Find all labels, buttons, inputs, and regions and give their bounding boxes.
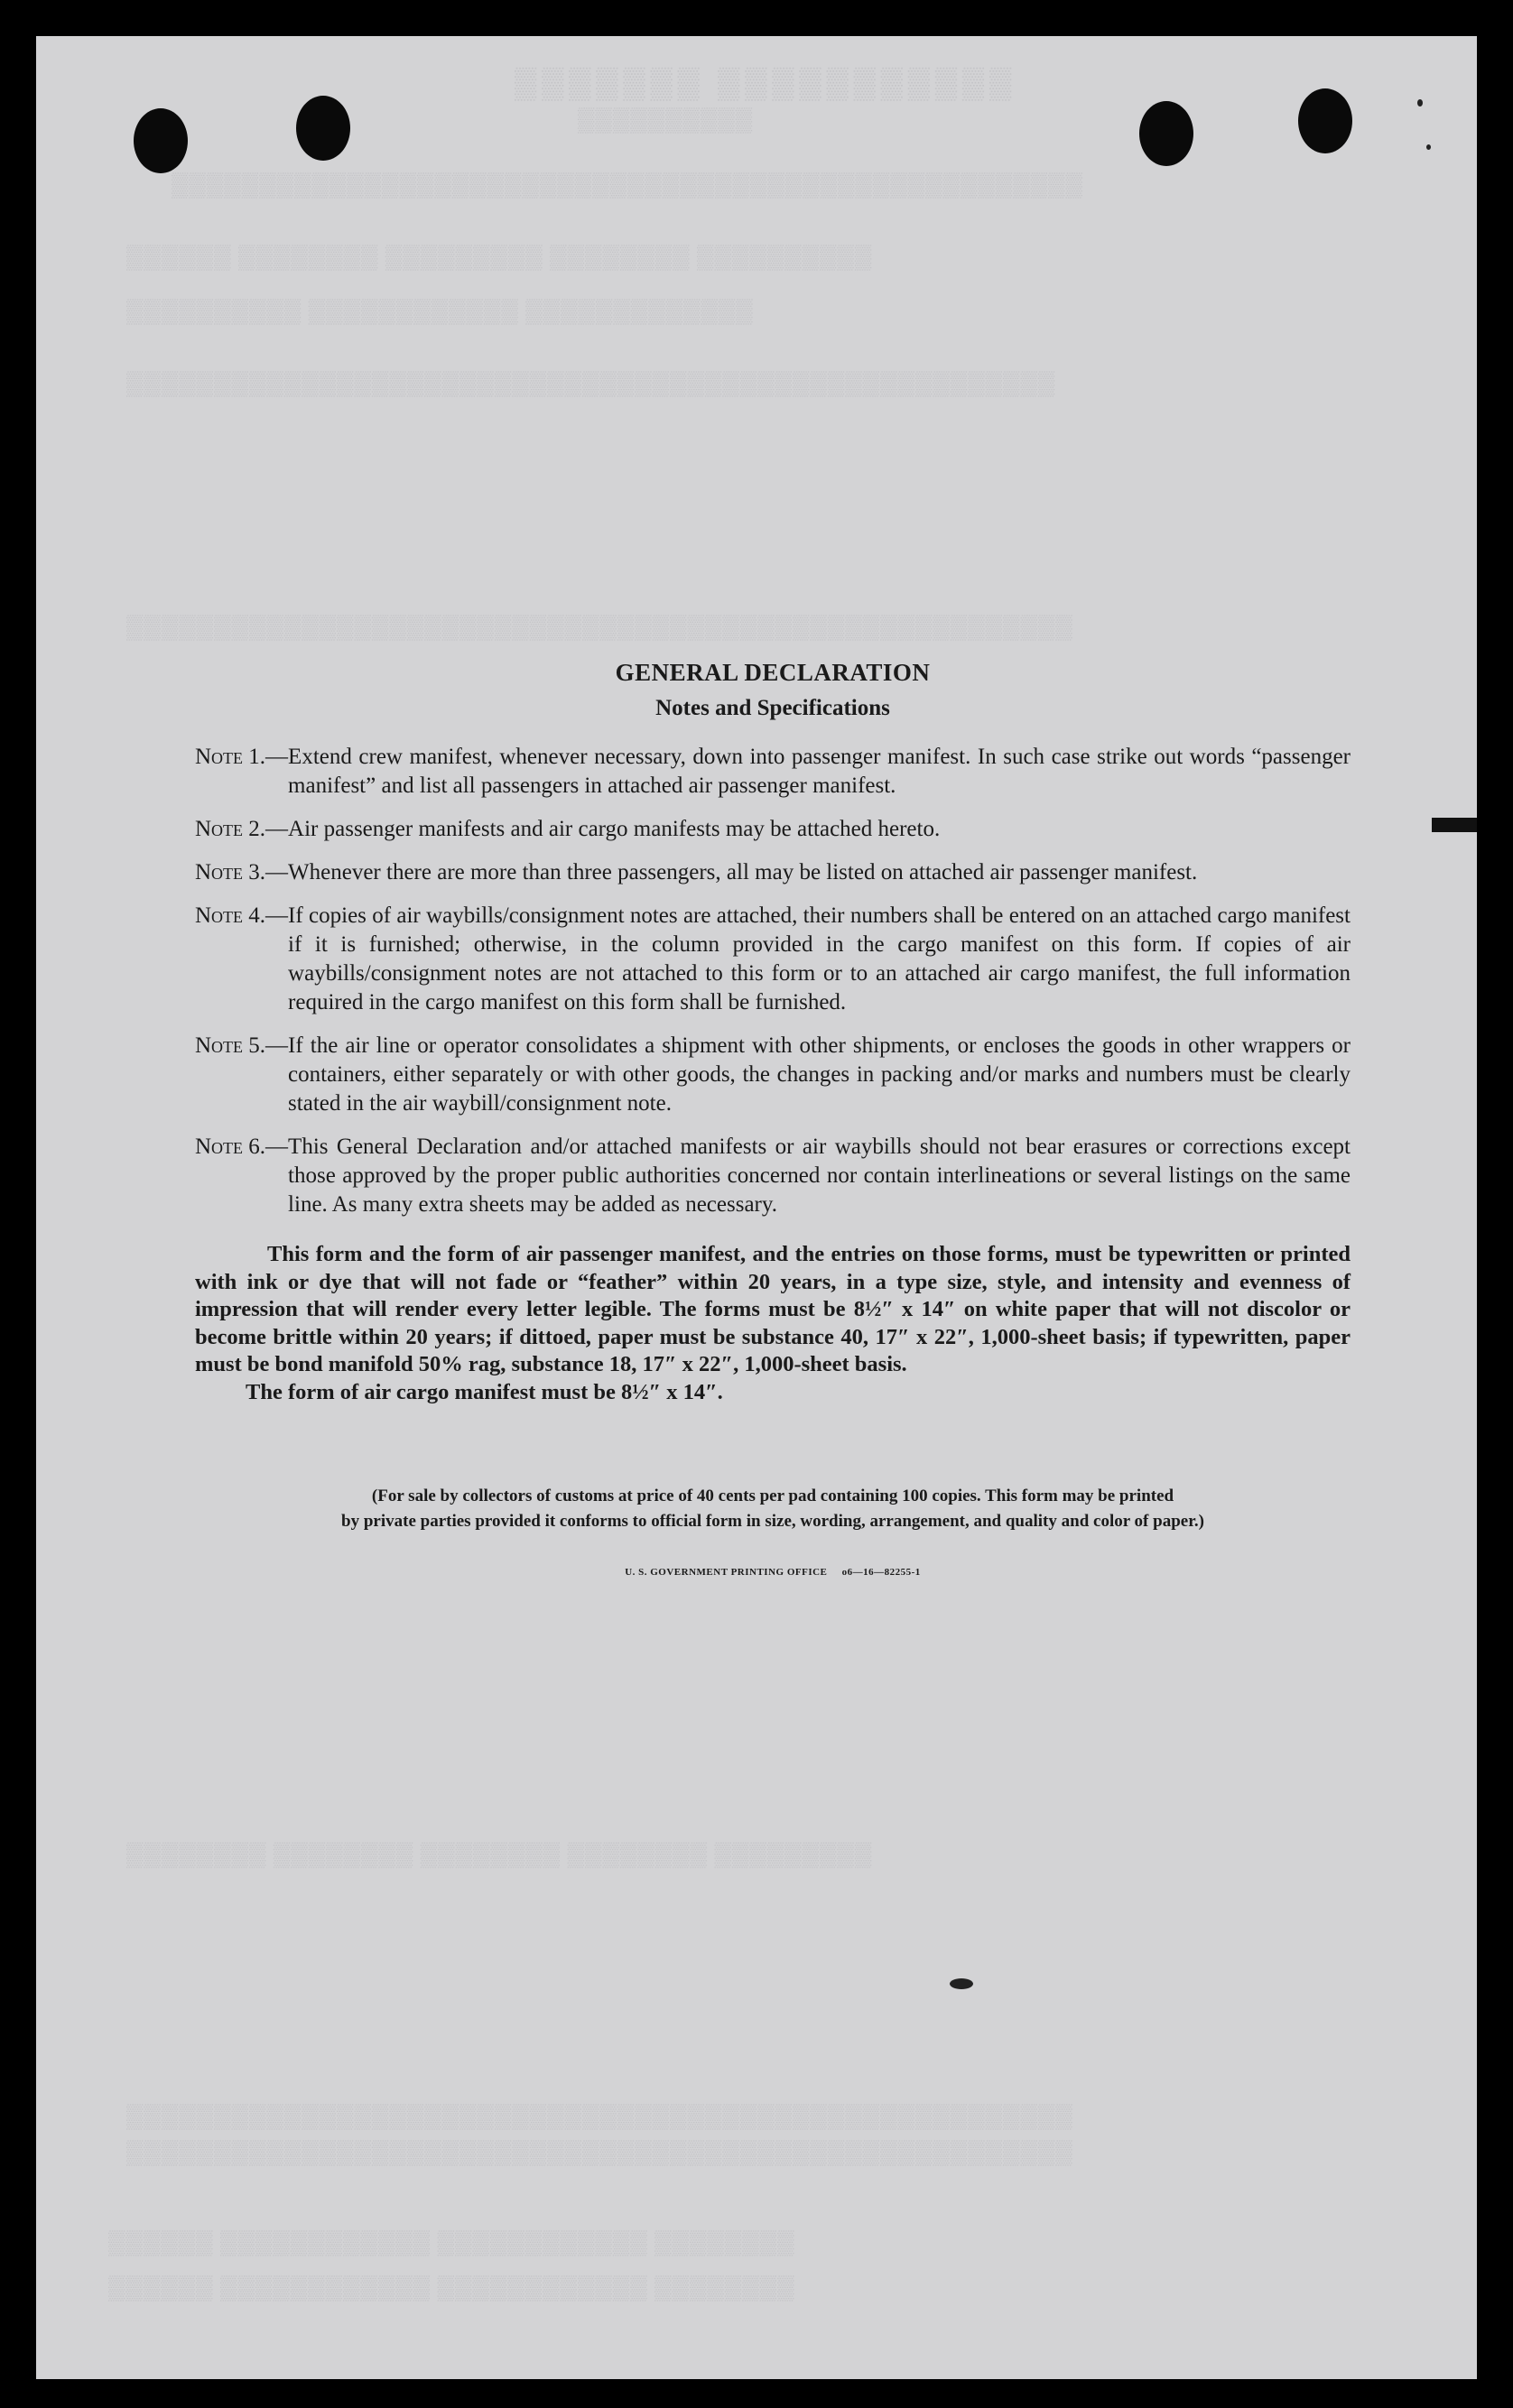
specification-paragraph: This form and the form of air passenger manifest, and the entries on those forms, must be typewritten or printed with ink or dye that will not fade or “feather” within 20 years, in a type size, style, and intensity and evenness of impression that will render every letter legible. The forms must be 8½″ x 14″ on white paper that will not discolor or become brittle within 20 years; if dittoed, paper must be substance 40, 17″ x 22″, 1,000-sheet basis; if typewritten, paper must be bond manifold 50% rag, substance 18, 17″ x 22″, 1,000-sheet basis.: [195, 1242, 1351, 1376]
note-label-word: Note: [195, 1033, 244, 1058]
show-through-text: ▒▒▒▒▒▒▒▒▒▒ ▒▒▒▒▒▒▒▒▒▒▒▒ ▒▒▒▒▒▒▒▒▒▒▒▒▒: [126, 298, 754, 324]
note-item: [195, 815, 1351, 844]
show-through-text: ▒▒▒▒▒▒ ▒▒▒▒▒▒▒▒▒▒▒▒ ▒▒▒▒▒▒▒▒▒▒▒▒ ▒▒▒▒▒▒▒▒: [108, 2229, 795, 2255]
note-label-word: Note: [195, 745, 244, 769]
note-text: Extend crew manifest, whenever necessary, down into passenger manifest. In such case strike out words “passenger manifest” and list all passengers in attached air passenger manifest.: [288, 745, 1351, 798]
show-through-text: ▒▒▒▒▒▒▒▒ ▒▒▒▒▒▒▒▒ ▒▒▒▒▒▒▒▒ ▒▒▒▒▒▒▒▒ ▒▒▒▒▒▒▒▒▒: [126, 1841, 873, 1867]
note-label-word: Note: [195, 1135, 244, 1159]
note-label-word: Note: [195, 817, 244, 841]
show-through-text: ▒▒▒▒▒▒▒▒▒▒▒▒▒▒▒▒▒▒▒▒▒▒▒▒▒▒▒▒▒▒▒▒▒▒▒▒▒▒▒▒▒▒▒▒▒▒▒▒▒▒▒▒▒: [126, 370, 1056, 396]
note-item: [195, 858, 1351, 887]
show-through-text: ▒▒▒▒▒▒▒▒▒▒▒▒▒▒▒▒▒▒▒▒▒▒▒▒▒▒▒▒▒▒▒▒▒▒▒▒▒▒▒▒▒▒▒▒▒▒▒▒▒▒▒▒▒▒: [126, 2139, 1073, 2165]
edge-mark: [1432, 818, 1477, 832]
punch-hole: [134, 108, 188, 173]
show-through-text: ▒▒▒▒▒▒▒ ▒▒▒▒▒▒▒▒▒▒▒: [515, 67, 1017, 100]
show-through-text: ▒▒▒▒▒▒▒▒▒▒▒▒▒▒▒▒▒▒▒▒▒▒▒▒▒▒▒▒▒▒▒▒▒▒▒▒▒▒▒▒▒▒▒▒▒▒▒▒▒▒▒▒▒▒: [126, 2103, 1073, 2129]
note-item: [195, 743, 1351, 801]
document-page: [36, 36, 1477, 2379]
note-label-word: Note: [195, 903, 244, 928]
punch-hole: [1139, 101, 1193, 166]
show-through-text: ▒▒▒▒▒▒▒▒▒▒▒▒▒▒▒▒▒▒▒▒▒▒▒▒▒▒▒▒▒▒▒▒▒▒▒▒▒▒▒▒▒▒▒▒▒▒▒▒▒▒▒▒▒▒: [126, 614, 1073, 640]
sale-notice-line: by private parties provided it conforms to official form in size, wording, arrangement, and quality and color of paper.): [341, 1512, 1204, 1531]
sale-notice: [195, 1484, 1351, 1534]
document-body: [195, 659, 1351, 1578]
show-through-text: ▒▒▒▒▒▒▒▒▒▒: [578, 107, 754, 133]
note-text: If the air line or operator consolidates a shipment with other shipments, or encloses the goods in other wrappers or containers, either separately or with other goods, the changes in packing and/or marks and numbers must be clearly stated in the air waybill/consignment note.: [288, 1033, 1351, 1116]
note-text: Whenever there are more than three passengers, all may be listed on attached air passenger manifest.: [288, 860, 1198, 884]
note-item: [195, 1133, 1351, 1219]
printing-office-line: U. S. GOVERNMENT PRINTING OFFICE o6—16—82255-1: [625, 1567, 921, 1578]
note-item: [195, 902, 1351, 1017]
speck-mark: [950, 1978, 973, 1989]
note-text: This General Declaration and/or attached manifests or air waybills should not bear erasures or corrections except those approved by the proper public authorities concerned nor contain interlineations or several listings on the same line. As many extra sheets may be added as necessary.: [288, 1135, 1351, 1217]
document-subtitle: Notes and Specifications: [655, 696, 890, 720]
note-text: If copies of air waybills/consignment notes are attached, their numbers shall be entered on an attached cargo manifest if it is furnished; otherwise, in the column provided in the cargo manifest on this form. If copies of air waybills/consignment notes are not attached to this form or to an attached air cargo manifest, the full information required in the cargo manifest on this form shall be furnished.: [288, 903, 1351, 1014]
note-label-num: 2.—: [243, 817, 289, 841]
note-label-num: 3.—: [243, 860, 289, 884]
punch-hole: [296, 96, 350, 161]
cargo-manifest-size-line: The form of air cargo manifest must be 8½″ x 14″.: [246, 1379, 723, 1404]
note-label-num: 6.—: [243, 1135, 289, 1159]
show-through-text: ▒▒▒▒▒▒ ▒▒▒▒▒▒▒▒ ▒▒▒▒▒▒▒▒▒ ▒▒▒▒▒▒▒▒ ▒▒▒▒▒▒▒▒▒▒: [126, 244, 873, 270]
note-text: Air passenger manifests and air cargo manifests may be attached hereto.: [288, 817, 941, 841]
note-label-num: 4.—: [243, 903, 289, 928]
note-label-num: 5.—: [243, 1033, 289, 1058]
notes-list: [195, 743, 1351, 1219]
document-title: GENERAL DECLARATION: [615, 659, 931, 686]
speck-mark: [1426, 144, 1431, 150]
show-through-text: ▒▒▒▒▒▒ ▒▒▒▒▒▒▒▒▒▒▒▒ ▒▒▒▒▒▒▒▒▒▒▒▒ ▒▒▒▒▒▒▒▒: [108, 2274, 795, 2301]
note-label-num: 1.—: [243, 745, 289, 769]
note-label-word: Note: [195, 860, 244, 884]
speck-mark: [1417, 99, 1423, 107]
note-item: [195, 1032, 1351, 1118]
show-through-text: ▒▒▒▒▒▒▒▒▒▒▒▒▒▒▒▒▒▒▒▒▒▒▒▒▒▒▒▒▒▒▒▒▒▒▒▒▒▒▒▒▒▒▒▒▒▒▒▒▒▒▒▒: [172, 171, 1083, 198]
sale-notice-line: (For sale by collectors of customs at price of 40 cents per pad containing 100 copies. This form may be printed: [371, 1486, 1174, 1505]
punch-hole: [1298, 88, 1352, 153]
